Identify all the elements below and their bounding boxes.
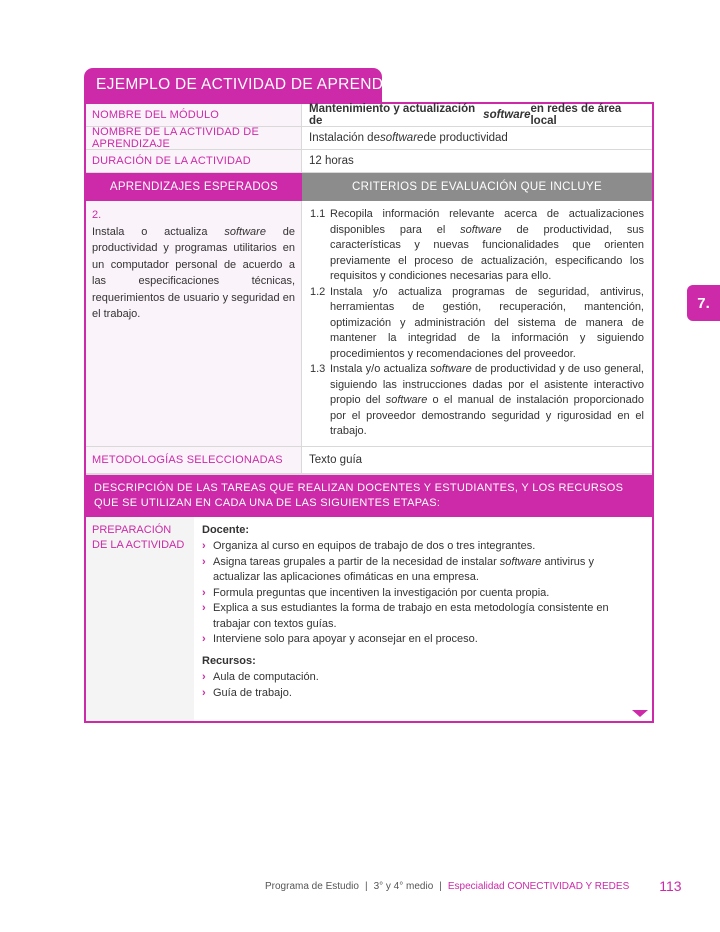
footer-specialty: Especialidad CONECTIVIDAD Y REDES	[447, 880, 630, 892]
methodology-row	[86, 447, 652, 474]
learning-number: 2.	[92, 209, 102, 221]
module-name-row	[86, 104, 652, 127]
chapter-tab: 7.	[687, 285, 720, 321]
criterion-1-2: 1.2 Instala y/o actualiza programas de seguridad, antivirus, herramientas de gestión, recuperación, mantención, optimización y administración del sistema de manera de mantener la integridad de la información y siguiendo procedimientos y recomendaciones del proveedor.	[310, 285, 644, 360]
docente-item: › Organiza al curso en equipos de trabajo de dos o tres integrantes.	[202, 539, 642, 555]
chevron-right-icon: ›	[202, 555, 206, 568]
footer-separator: |	[439, 880, 442, 892]
recurso-item: › Aula de computación.	[202, 670, 642, 686]
docente-item: › Asigna tareas grupales a partir de la necesidad de instalar software antivirus y actualizar las aplicaciones ofimáticas en una empresa.	[202, 555, 642, 586]
section-headers	[86, 173, 652, 201]
criteria-cell	[302, 201, 652, 446]
activity-title-tab: EJEMPLO DE ACTIVIDAD DE APRENDIZAJE	[84, 68, 382, 102]
page-footer	[265, 878, 682, 894]
chevron-right-icon: ›	[202, 602, 206, 614]
activity-name-row	[86, 127, 652, 150]
footer-program: Programa de Estudio	[265, 880, 359, 892]
page-number: 113	[659, 878, 682, 894]
docente-item: › Explica a sus estudiantes la forma de trabajo en esta metodología consistente en trabajar con textos guías.	[202, 601, 642, 632]
chevron-right-icon: ›	[202, 586, 206, 599]
docente-item: › Interviene solo para apoyar y aconsejar en el proceso.	[202, 632, 642, 648]
evaluation-criteria-header: CRITERIOS DE EVALUACIÓN QUE INCLUYE	[302, 173, 652, 201]
module-name-label: NOMBRE DEL MÓDULO	[86, 104, 302, 126]
methodology-label: METODOLOGÍAS SELECCIONADAS	[86, 447, 302, 473]
recursos-title: Recursos:	[202, 654, 256, 667]
module-name-value: Mantenimiento y actualización de software en redes de área local	[309, 103, 622, 127]
preparation-row	[86, 517, 652, 722]
criterion-1-3: 1.3 Instala y/o actualiza software de productividad y de uso general, siguiendo las instrucciones dadas por el asistente interactivo propio del software o el manual de instalación proporcionado por el proveedor demostrando seguridad y rigurosidad en el trabajo.	[310, 363, 645, 437]
docente-item: › Formula preguntas que incentiven la investigación por cuenta propia.	[202, 586, 642, 602]
activity-name-value: Instalación de software de productividad	[309, 132, 508, 144]
footer-separator: |	[364, 880, 368, 892]
footer-level: 3° y 4° medio	[373, 880, 434, 892]
chevron-right-icon: ›	[202, 540, 206, 552]
learning-row	[86, 201, 652, 447]
preparation-content	[194, 517, 652, 722]
docente-title: Docente:	[202, 523, 250, 536]
expected-learning-header: APRENDIZAJES ESPERADOS	[86, 173, 302, 201]
description-header: DESCRIPCIÓN DE LAS TAREAS QUE REALIZAN DOCENTES Y ESTUDIANTES, Y LOS RECURSOS QUE SE UTILIZAN EN CADA UNA DE LAS SIGUIENTES ETAPAS:	[86, 474, 652, 517]
duration-value: 12 horas	[309, 155, 354, 167]
preparation-label: PREPARACIÓN DE LA ACTIVIDAD	[86, 517, 194, 722]
learning-text: Instala o actualiza software de productividad y programas utilitarios en un computador personal de acuerdo a las especificaciones técnicas, requerimientos de usuario y seguridad en el trabajo.	[92, 225, 295, 320]
duration-label: DURACIÓN DE LA ACTIVIDAD	[86, 150, 302, 172]
chevron-right-icon: ›	[202, 671, 206, 683]
expected-learning-cell	[86, 201, 302, 446]
chevron-right-icon: ›	[202, 686, 206, 699]
continue-triangle-icon	[632, 710, 648, 717]
criterion-1-1: 1.1 Recopila información relevante acerca de actualizaciones disponibles para el software de productividad, sus características y nuevas funcionalidades que orienten previamente el proceso de actualización, especificando los requisitos y condiciones necesarias para ello.	[310, 208, 644, 282]
methodology-value: Texto guía	[309, 453, 363, 466]
activity-name-label: NOMBRE DE LA ACTIVIDAD DE APRENDIZAJE	[86, 127, 302, 149]
activity-table	[84, 102, 654, 723]
chevron-right-icon: ›	[202, 633, 206, 645]
duration-row	[86, 150, 652, 173]
recurso-item: › Guía de trabajo.	[202, 686, 642, 702]
